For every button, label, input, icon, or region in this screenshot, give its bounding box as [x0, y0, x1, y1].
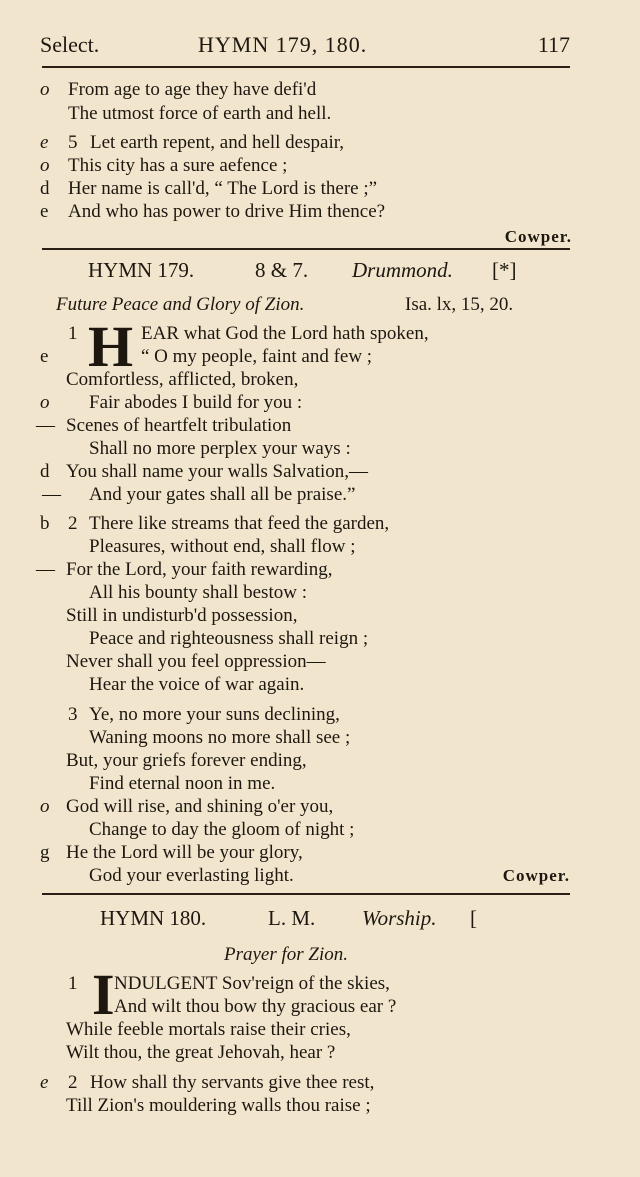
- hymn-tune: Drummond.: [352, 258, 453, 282]
- verse-text: “ O my people, faint and few ;: [141, 346, 373, 367]
- page-number: 117: [537, 32, 570, 57]
- verse-line: [0, 703, 640, 726]
- dynamic-mark: —: [36, 559, 55, 580]
- dynamic-mark: g: [40, 842, 50, 863]
- verse-line: [0, 726, 640, 749]
- hymn-meter: 8 & 7.: [255, 258, 309, 282]
- dynamic-mark: o: [40, 79, 50, 100]
- stanza-number: 5: [68, 132, 78, 153]
- verse-text: Scenes of heartfelt tribulation: [66, 415, 292, 436]
- verse-text: Wilt thou, the great Jehovah, hear ?: [66, 1042, 336, 1063]
- verse-line: [0, 1094, 640, 1117]
- dynamic-mark: d: [40, 461, 50, 482]
- verse-text: Hear the voice of war again.: [89, 674, 305, 695]
- verse-text: Peace and righteousness shall reign ;: [89, 628, 369, 649]
- verse-text: And wilt thou bow thy gracious ear ?: [114, 996, 397, 1017]
- verse-line: [0, 78, 640, 101]
- hymn-subtitle: Prayer for Zion.: [224, 944, 349, 965]
- verse-line: [0, 483, 640, 506]
- running-header: [40, 32, 570, 62]
- verse-text: Comfortless, afflicted, broken,: [66, 369, 299, 390]
- verse-line: [0, 558, 640, 581]
- verse-line: [0, 1018, 640, 1041]
- verse-text: And who has power to drive Him thence?: [68, 201, 386, 222]
- verse-line: [0, 1041, 640, 1064]
- verse-text: Never shall you feel oppression—: [66, 651, 326, 672]
- drop-cap: I: [92, 962, 115, 1027]
- author-line: [0, 225, 640, 248]
- page-title: HYMN 179, 180.: [198, 32, 368, 57]
- verse-line: [0, 627, 640, 650]
- verse-text: Change to day the gloom of night ;: [89, 819, 355, 840]
- stanza-number: 3: [68, 704, 78, 725]
- verse-line: [0, 673, 640, 696]
- verse-text: Till Zion's mouldering walls thou raise ;: [66, 1095, 371, 1116]
- dynamic-mark: e: [40, 1072, 49, 1093]
- verse-text: God will rise, and shining o'er you,: [66, 796, 334, 817]
- section-label: Select.: [40, 32, 100, 57]
- verse-text: You shall name your walls Salvation,—: [66, 461, 369, 482]
- verse-line: [0, 864, 640, 887]
- hymn-tag: [: [470, 906, 477, 930]
- verse-text: Still in undisturb'd possession,: [66, 605, 298, 626]
- verse-line: [0, 368, 640, 391]
- verse-line: [0, 749, 640, 772]
- verse-text: Pleasures, without end, shall flow ;: [89, 536, 356, 557]
- stanza-number: 1: [68, 323, 78, 344]
- scripture-reference: Isa. lx, 15, 20.: [405, 294, 514, 315]
- verse-line: [0, 650, 640, 673]
- drop-cap: H: [88, 314, 134, 379]
- verse-line: [0, 102, 640, 125]
- verse-line: [0, 154, 640, 177]
- verse-text: How shall thy servants give thee rest,: [90, 1072, 375, 1093]
- verse-text: There like streams that feed the garden,: [89, 513, 390, 534]
- verse-text: And your gates shall all be praise.”: [89, 484, 356, 505]
- verse-line: [0, 841, 640, 864]
- verse-line: [0, 322, 640, 345]
- verse-line: [0, 177, 640, 200]
- hymn-subtitle: Future Peace and Glory of Zion.: [56, 294, 305, 315]
- verse-text: Shall no more perplex your ways :: [89, 438, 351, 459]
- section-divider: [42, 248, 570, 250]
- hymn-tune: Worship.: [362, 906, 437, 930]
- verse-line: [0, 972, 640, 995]
- verse-text: God your everlasting light.: [89, 865, 294, 886]
- verse-text: From age to age they have defi'd: [68, 79, 317, 100]
- verse-text: Find eternal noon in me.: [89, 773, 276, 794]
- header-rule: [42, 66, 570, 68]
- verse-text: Waning moons no more shall see ;: [89, 727, 351, 748]
- hymn-number: HYMN 179.: [88, 258, 195, 282]
- dynamic-mark: e: [40, 132, 49, 153]
- verse-line: [0, 795, 640, 818]
- verse-line: [0, 1071, 640, 1094]
- stanza-number: 2: [68, 1072, 78, 1093]
- verse-line: [0, 581, 640, 604]
- verse-line: [0, 437, 640, 460]
- hymn-tag: [*]: [492, 258, 517, 282]
- verse-line: [0, 818, 640, 841]
- hymn-meter: L. M.: [268, 906, 316, 930]
- verse-text: This city has a sure aefence ;: [68, 155, 288, 176]
- verse-text: While feeble mortals raise their cries,: [66, 1019, 351, 1040]
- verse-text: For the Lord, your faith rewarding,: [66, 559, 333, 580]
- dynamic-mark: b: [40, 513, 50, 534]
- verse-text: The utmost force of earth and hell.: [68, 103, 332, 124]
- verse-line: [0, 460, 640, 483]
- verse-line: [0, 604, 640, 627]
- dynamic-mark: —: [36, 415, 55, 436]
- dynamic-mark: o: [40, 796, 50, 817]
- verse-line: [0, 535, 640, 558]
- section-divider: [42, 893, 570, 895]
- hymn-number: HYMN 180.: [100, 906, 207, 930]
- verse-text: Her name is call'd, “ The Lord is there ;”: [68, 178, 378, 199]
- dynamic-mark: d: [40, 178, 50, 199]
- subtitle-line: [0, 293, 640, 316]
- verse-line: [0, 131, 640, 154]
- verse-text: But, your griefs forever ending,: [66, 750, 307, 771]
- verse-line: [0, 414, 640, 437]
- author-credit: Cowper.: [504, 227, 572, 246]
- stanza-number: 2: [68, 513, 78, 534]
- stanza-number: 1: [68, 973, 78, 994]
- author-credit: Cowper.: [502, 866, 570, 885]
- verse-line: [0, 200, 640, 223]
- verse-line: [0, 512, 640, 535]
- verse-text: All his bounty shall bestow :: [89, 582, 307, 603]
- dynamic-mark: o: [40, 155, 50, 176]
- verse-text: He the Lord will be your glory,: [66, 842, 303, 863]
- dynamic-mark: e: [40, 201, 49, 222]
- verse-line: [0, 345, 640, 368]
- dynamic-mark: —: [42, 484, 61, 505]
- dynamic-mark: e: [40, 346, 49, 367]
- verse-text: Fair abodes I build for you :: [89, 392, 303, 413]
- verse-text: NDULGENT Sov'reign of the skies,: [114, 973, 390, 994]
- verse-text: EAR what God the Lord hath spoken,: [141, 323, 429, 344]
- verse-line: [0, 772, 640, 795]
- verse-line: [0, 391, 640, 414]
- verse-text: Let earth repent, and hell despair,: [90, 132, 345, 153]
- dynamic-mark: o: [40, 392, 50, 413]
- verse-line: [0, 995, 640, 1018]
- verse-text: Ye, no more your suns declining,: [89, 704, 340, 725]
